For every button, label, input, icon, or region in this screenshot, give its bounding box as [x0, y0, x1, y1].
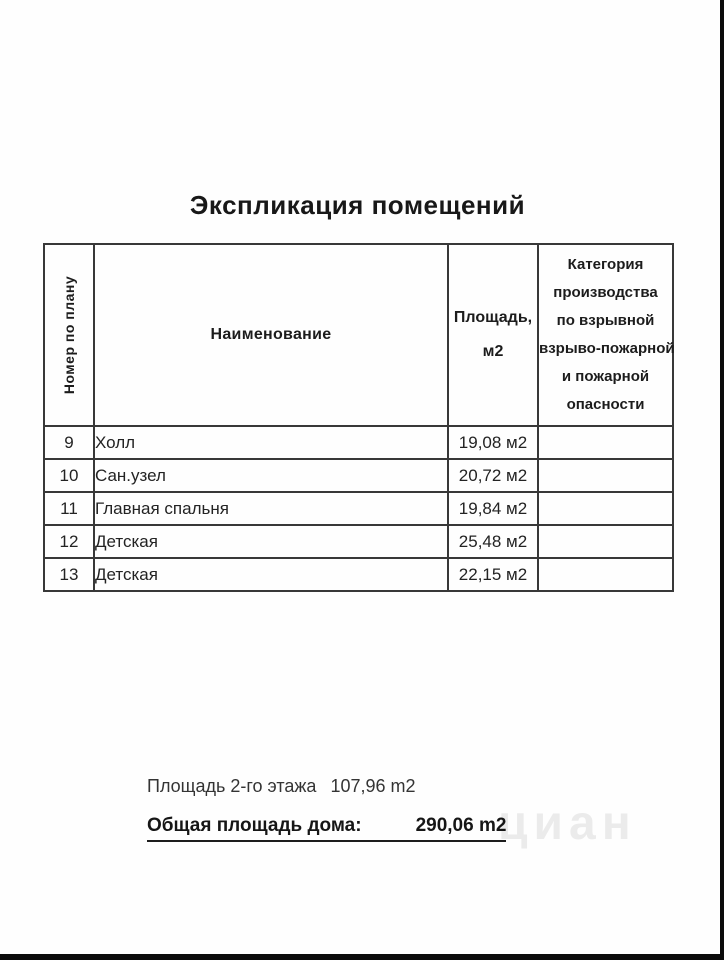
- category-header-line: производства: [553, 284, 658, 301]
- cell-room-name: Детская: [94, 525, 448, 558]
- table-row: [44, 558, 673, 591]
- photo-edge-bottom: [0, 954, 724, 960]
- category-header-line: взрыво-пожарной: [539, 340, 675, 357]
- total-area-value: 290,06 m2: [415, 815, 507, 836]
- area-header-line2: м2: [482, 343, 504, 360]
- category-header-line: опасности: [566, 396, 645, 413]
- cell-fire-category: [538, 459, 673, 492]
- total-area-line: [147, 815, 506, 842]
- cian-watermark: циан: [498, 797, 637, 850]
- table-row: [44, 525, 673, 558]
- column-header-plan-number: [44, 244, 94, 426]
- floor-area-line: [147, 776, 416, 797]
- cell-area: 19,08 м2: [448, 426, 538, 459]
- floor-area-value: 107,96 m2: [330, 776, 416, 796]
- cell-area: 20,72 м2: [448, 459, 538, 492]
- floor-area-label: Площадь 2-го этажа: [147, 776, 317, 796]
- total-area-label: Общая площадь дома:: [147, 815, 362, 836]
- cell-fire-category: [538, 558, 673, 591]
- table-row: [44, 426, 673, 459]
- cell-fire-category: [538, 492, 673, 525]
- cell-plan-number: 12: [44, 525, 94, 558]
- plan-number-vertical-label: Номер по плану: [61, 275, 77, 395]
- category-header-line: по взрывной: [556, 312, 655, 329]
- page-title: Экспликация помещений: [189, 190, 526, 220]
- cell-fire-category: [538, 426, 673, 459]
- table-header-row: [44, 244, 673, 426]
- cell-plan-number: 9: [44, 426, 94, 459]
- cell-room-name: Сан.узел: [94, 459, 448, 492]
- table-row: [44, 492, 673, 525]
- explication-table: [43, 243, 674, 592]
- cell-area: 22,15 м2: [448, 558, 538, 591]
- area-header-line1: Площадь,: [453, 309, 533, 326]
- cell-fire-category: [538, 525, 673, 558]
- category-header-line: Категория: [567, 256, 644, 273]
- cell-plan-number: 10: [44, 459, 94, 492]
- column-header-name: Наименование: [94, 244, 448, 426]
- category-header-line: и пожарной: [561, 368, 650, 385]
- table-row: [44, 459, 673, 492]
- cell-room-name: Холл: [94, 426, 448, 459]
- cell-plan-number: 11: [44, 492, 94, 525]
- cell-area: 19,84 м2: [448, 492, 538, 525]
- cell-room-name: Детская: [94, 558, 448, 591]
- column-header-fire-category: [538, 244, 673, 426]
- photo-edge-right: [720, 0, 724, 960]
- cell-plan-number: 13: [44, 558, 94, 591]
- column-header-area: [448, 244, 538, 426]
- cell-area: 25,48 м2: [448, 525, 538, 558]
- cell-room-name: Главная спальня: [94, 492, 448, 525]
